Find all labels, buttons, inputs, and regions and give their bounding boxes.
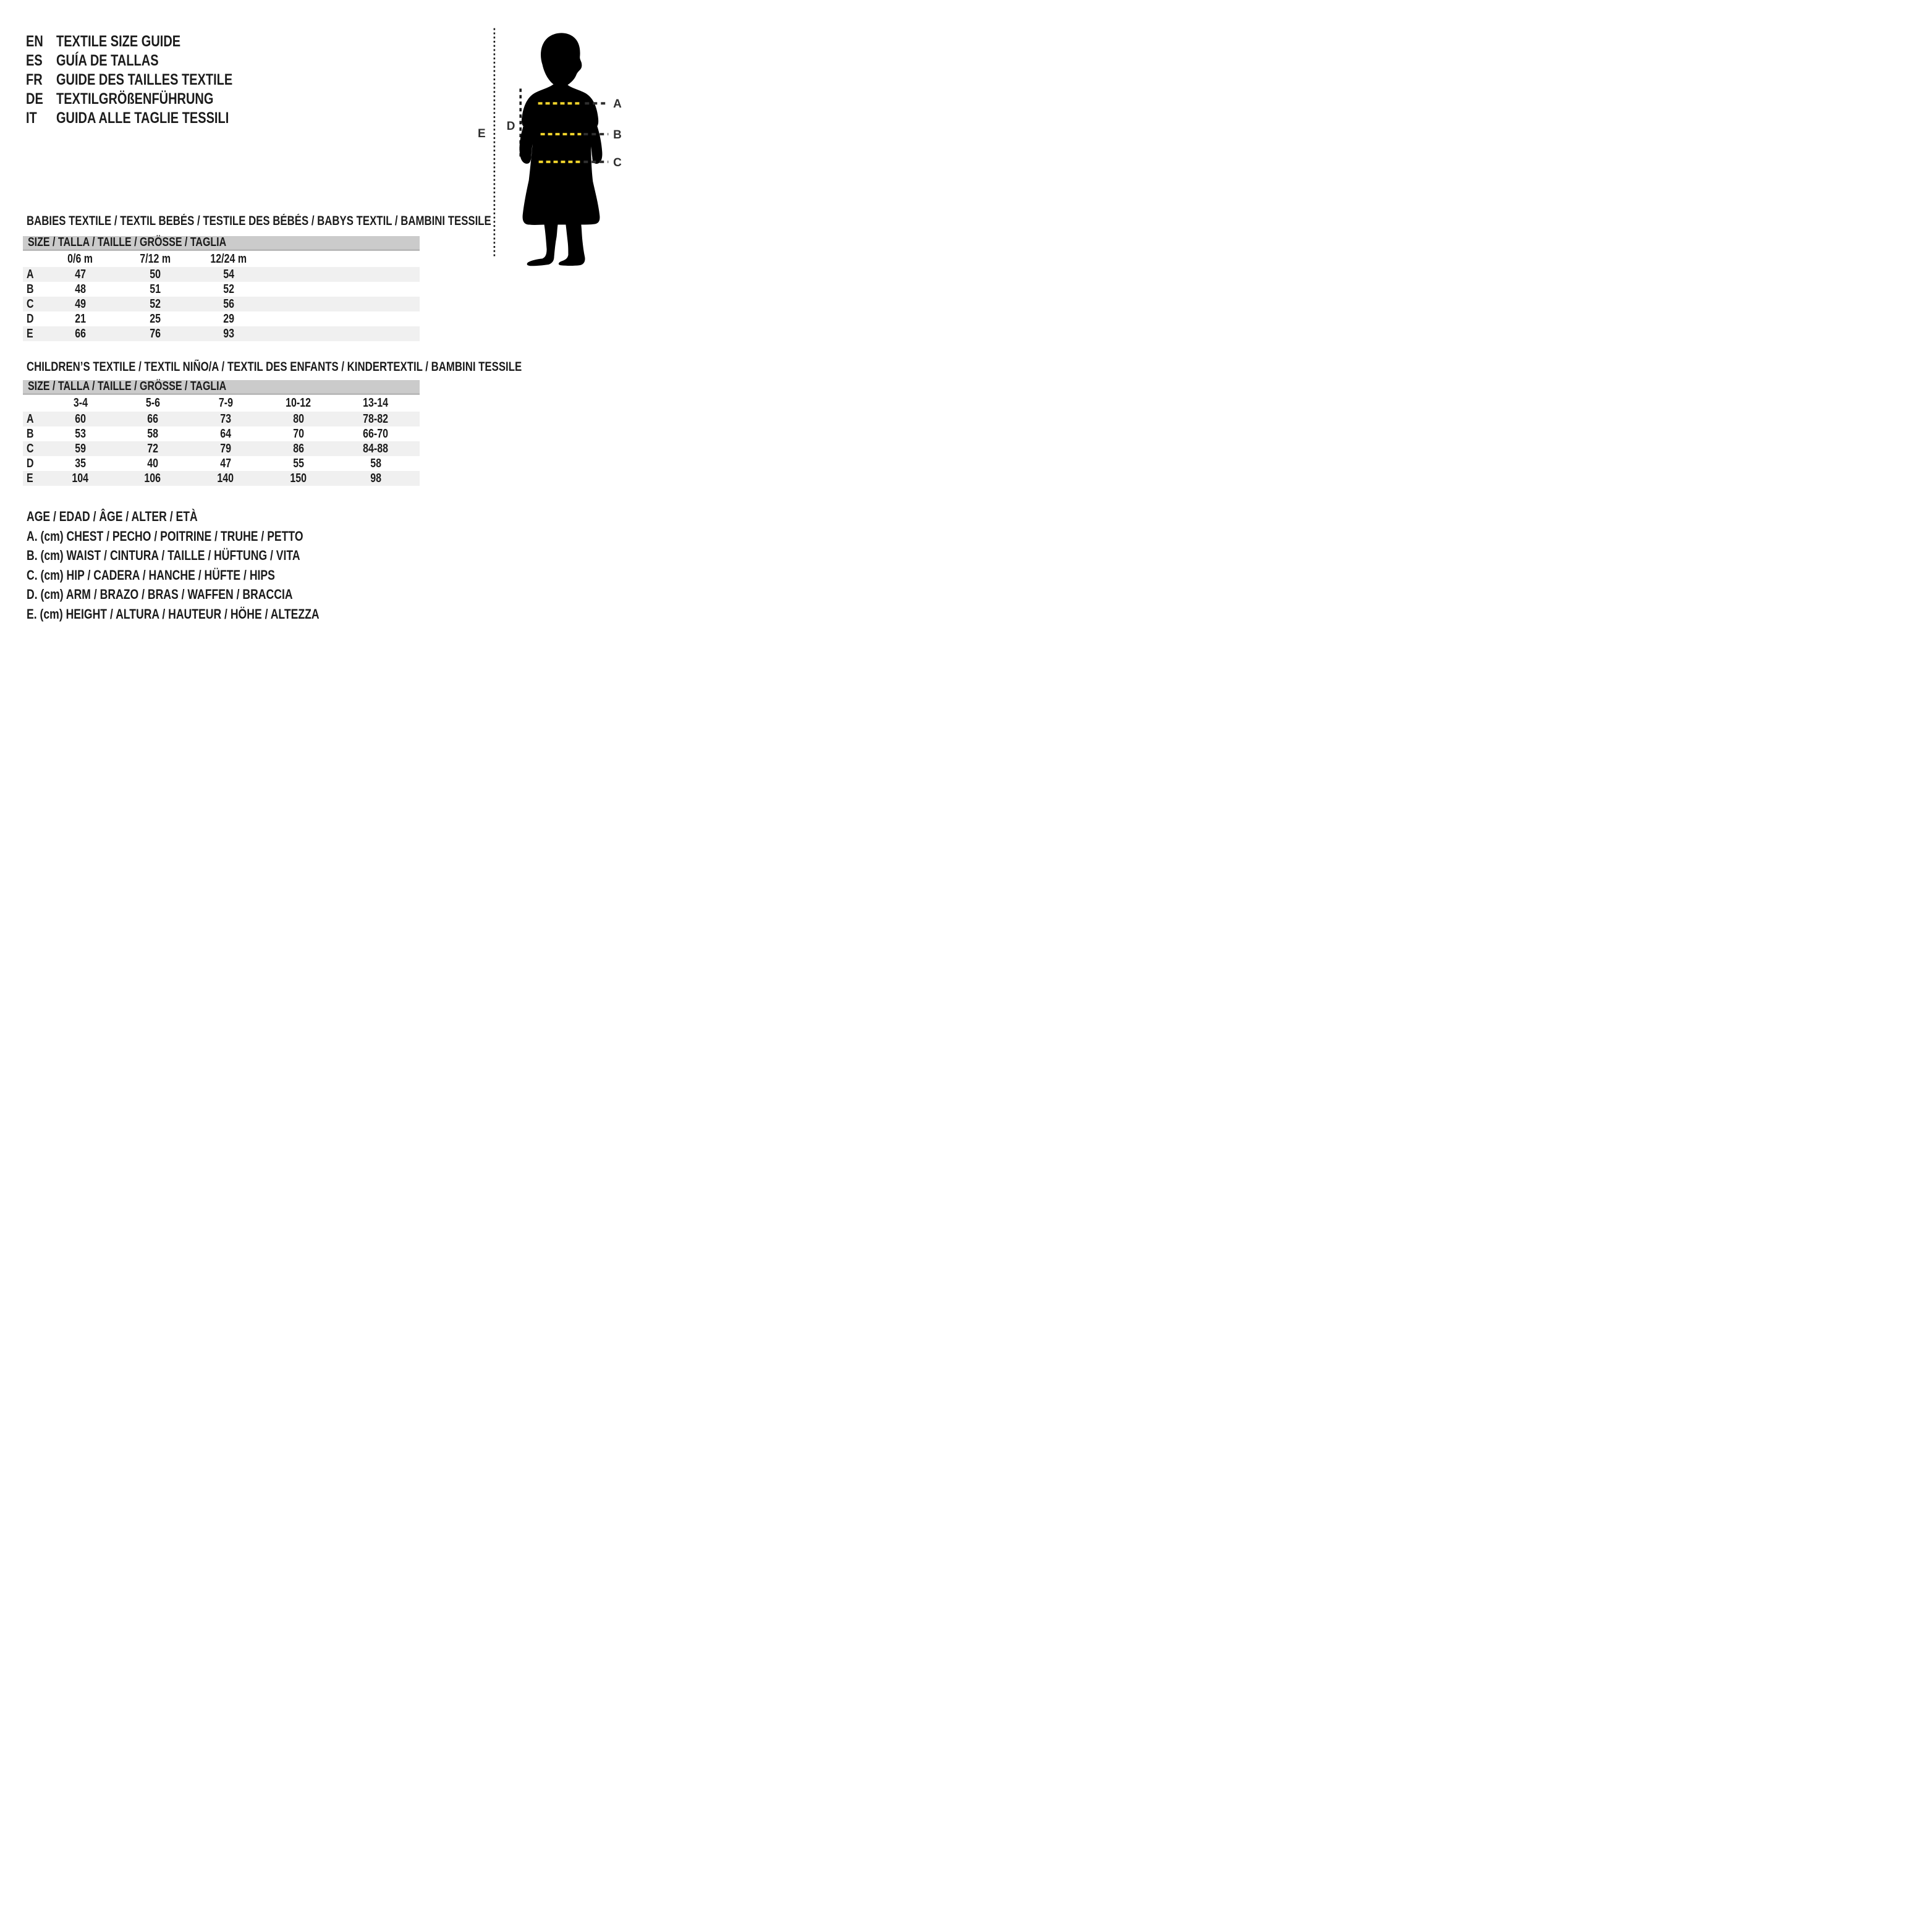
babies-row-E: E 66 76 93 xyxy=(23,326,420,341)
babies-row-C: C 49 52 56 xyxy=(23,297,420,311)
children-row-C: C 59 72 79 86 84-88 xyxy=(23,441,420,456)
babies-column-headers xyxy=(23,251,420,267)
lang-code-es: ES xyxy=(26,52,43,69)
title-es: GUÍA DE TALLAS xyxy=(56,52,159,69)
legend-age: AGE / EDAD / ÂGE / ALTER / ETÀ xyxy=(27,509,198,524)
children-col-0: 3-4 xyxy=(73,396,88,410)
babies-size-header-bar: SIZE / TALLA / TAILLE / GRÖSSE / TAGLIA xyxy=(23,236,420,251)
babies-col-0: 0/6 m xyxy=(67,252,93,266)
babies-row-D: D 21 25 29 xyxy=(27,311,234,326)
lang-row-es xyxy=(26,51,277,70)
children-column-headers xyxy=(23,395,420,412)
lang-row-fr xyxy=(26,70,277,90)
textile-size-guide-sheet xyxy=(0,0,644,644)
lang-row-en xyxy=(26,32,277,51)
figure-label-C: C xyxy=(613,156,622,169)
title-fr: GUIDE DES TAILLES TEXTILE xyxy=(56,71,233,88)
children-row-E: E 104 106 140 150 98 xyxy=(23,471,420,486)
lang-code-it: IT xyxy=(26,109,37,127)
legend-chest: A. (cm) CHEST / PECHO / POITRINE / TRUHE / PETTO xyxy=(27,528,303,544)
lang-code-de: DE xyxy=(26,90,43,108)
legend-height: E. (cm) HEIGHT / ALTURA / HAUTEUR / HÖHE / ALTEZZA xyxy=(27,606,320,622)
figure-label-A: A xyxy=(613,98,622,111)
title-it: GUIDA ALLE TAGLIE TESSILI xyxy=(56,109,229,127)
children-col-2: 7-9 xyxy=(218,396,233,410)
lang-code-fr: FR xyxy=(26,71,43,88)
children-col-4: 13-14 xyxy=(363,396,389,410)
children-row-B: B 53 58 64 70 66-70 xyxy=(27,426,389,441)
children-size-header-bar: SIZE / TALLA / TAILLE / GRÖSSE / TAGLIA xyxy=(23,380,420,395)
figure-label-E: E xyxy=(477,127,486,141)
title-en: TEXTILE SIZE GUIDE xyxy=(56,33,181,50)
lang-row-de xyxy=(26,90,277,109)
lang-code-en: EN xyxy=(26,33,43,50)
children-section-title: CHILDREN’S TEXTILE / TEXTIL NIÑO/A / TEXTIL DES ENFANTS / KINDERTEXTIL / BAMBINI TESSILE xyxy=(27,360,522,374)
children-row-D: D 35 40 47 55 58 xyxy=(27,456,381,470)
babies-section-title: BABIES TEXTILE / TEXTIL BEBÉS / TESTILE DES BÉBÉS / BABYS TEXTIL / BAMBINI TESSILE xyxy=(27,214,491,228)
legend-hip: C. (cm) HIP / CADERA / HANCHE / HÜFTE / HIPS xyxy=(27,567,275,583)
legend-waist: B. (cm) WAIST / CINTURA / TAILLE / HÜFTUNG / VITA xyxy=(27,548,300,563)
babies-size-table xyxy=(23,236,420,341)
measurement-legend xyxy=(27,507,392,624)
measurement-figure xyxy=(474,20,644,268)
language-header xyxy=(26,32,277,128)
legend-arm: D. (cm) ARM / BRAZO / BRAS / WAFFEN / BRACCIA xyxy=(27,587,293,602)
children-size-table xyxy=(23,380,420,486)
lang-row-it xyxy=(26,109,277,128)
title-de: TEXTILGRÖßENFÜHRUNG xyxy=(56,90,214,108)
babies-col-2: 12/24 m xyxy=(210,252,247,266)
babies-col-1: 7/12 m xyxy=(140,252,171,266)
figure-label-B: B xyxy=(613,129,622,142)
figure-label-D: D xyxy=(506,120,515,133)
babies-row-B: B 48 51 52 xyxy=(27,282,234,296)
child-silhouette xyxy=(520,33,603,266)
children-col-3: 10-12 xyxy=(286,396,311,410)
babies-row-A: A 47 50 54 xyxy=(23,267,420,282)
children-col-1: 5-6 xyxy=(145,396,160,410)
children-row-A: A 60 66 73 80 78-82 xyxy=(23,412,420,426)
